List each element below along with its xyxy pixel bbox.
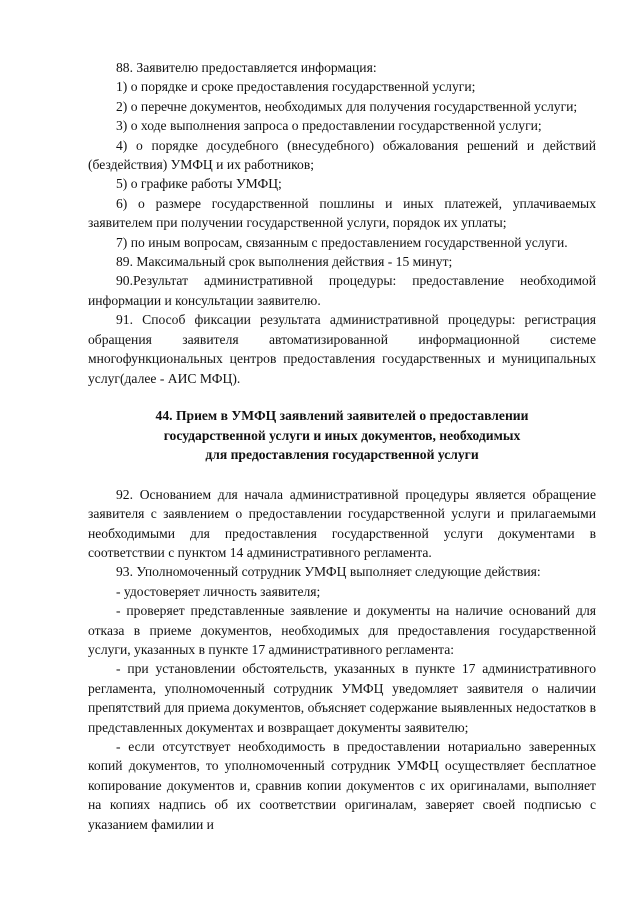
paragraph-90: 90.Результат административной процедуры: предоставление необходимой информации и консультации заявителю. [88,273,596,308]
action-item: - если отсутствует необходимость в предоставлении нотариально заверенных копий документов, то уполномоченный сотрудник УМФЦ осуществляет бесплатное копирование документов и, сравнив копии документов с их оригиналами, выполняет на копиях надпись об их соответствии оригиналам, заверяет своей подписью с указанием фамилии и [88,738,596,832]
list-item-7: 7) по иным вопросам, связанным с предоставлением государственной услуги. [116,234,568,250]
paragraph-91: 91. Способ фиксации результата административной процедуры: регистрация обращения заявителя автоматизированной информационной системе многофункциональных центров предоставления государственных и муниципальных услуг(далее - АИС МФЦ). [88,312,596,386]
paragraph-92: 92. Основанием для начала административной процедуры является обращение заявителя с заявлением о предоставлении государственной услуги и прилагаемыми необходимыми для предоставления государственной услуги документами в соответствии с пунктом 14 административного регламента. [88,486,596,560]
list-item-3: 3) о ходе выполнения запроса о предоставлении государственной услуги; [116,118,542,134]
action-item: - удостоверяет личность заявителя; [116,583,321,599]
action-item: - при установлении обстоятельств, указанных в пункте 17 административного регламента, уполномоченный сотрудник УМФЦ уведомляет заявителя о наличии препятствий для приема документов, объясняет содержание выявленных недостатков в представленных документах и возвращает документы заявителю; [88,661,596,735]
action-item: - проверяет представленные заявление и документы на наличие оснований для отказа в приеме документов, необходимых для предоставления государственной услуги, указанных в пункте 17 административного регламента: [88,603,596,657]
document-body [88,58,596,834]
paragraph-89: 89. Максимальный срок выполнения действия - 15 минут; [116,254,453,270]
paragraph-93: 93. Уполномоченный сотрудник УМФЦ выполняет следующие действия: [116,564,541,580]
section-heading-line: 44. Прием в УМФЦ заявлений заявителей о предоставлении [155,407,529,423]
list-item-6: 6) о размере государственной пошлины и иных платежей, уплачиваемых заявителем при получении государственной услуги, порядок их уплаты; [88,195,596,231]
section-heading-44 [88,406,596,465]
list-item-5: 5) о графике работы УМФЦ; [116,176,282,192]
section-heading-line: для предоставления государственной услуги [205,447,479,463]
section-heading-line: государственной услуги и иных документов, необходимых [163,427,521,443]
paragraph-88: 88. Заявителю предоставляется информация: [116,60,377,75]
list-item-4: 4) о порядке досудебного (внесудебного) обжалования решений и действий (бездействия) УМФЦ и их работников; [88,137,596,173]
list-item-1: 1) о порядке и сроке предоставления государственной услуги; [116,79,476,95]
list-item-2: 2) о перечне документов, необходимых для получения государственной услуги; [116,98,578,114]
